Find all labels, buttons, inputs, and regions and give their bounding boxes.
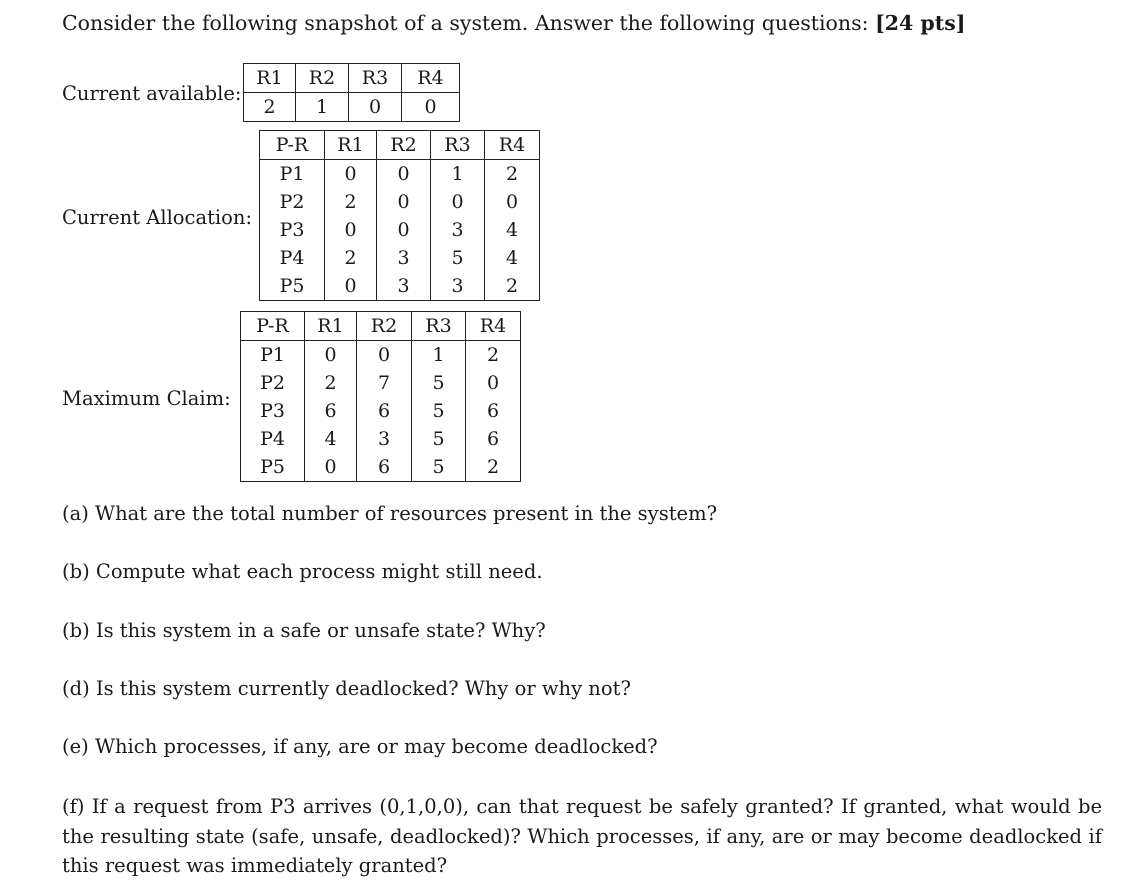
process-cell: P5 [260,272,325,301]
header-cell: R2 [357,312,412,341]
header-cell: R3 [349,64,402,93]
value-cell: 4 [485,244,540,272]
process-cell: P3 [260,216,325,244]
value-cell: 3 [377,244,431,272]
header-cell: R4 [466,312,521,341]
value-cell: 5 [412,425,466,453]
value-cell: 2 [485,272,540,301]
value-cell: 0 [325,216,377,244]
value-cell: 6 [466,425,521,453]
value-cell: 5 [431,244,485,272]
table-row [241,397,521,425]
value-cell: 0 [466,369,521,397]
value-cell: 4 [305,425,357,453]
process-cell: P1 [241,341,305,370]
value-cell: 6 [357,453,412,482]
value-cell: 1 [431,160,485,189]
header-cell: R1 [305,312,357,341]
header-cell: R1 [244,64,296,93]
value-cell: 5 [412,397,466,425]
process-cell: P2 [260,188,325,216]
value-cell: 2 [244,93,296,122]
available-table [243,63,460,122]
value-cell: 0 [357,341,412,370]
maximum-header-row [241,312,521,341]
maximum-table [240,311,521,482]
table-row [260,244,540,272]
table-row [241,369,521,397]
value-cell: 0 [402,93,460,122]
value-cell: 0 [431,188,485,216]
value-cell: 2 [325,188,377,216]
available-header-row [244,64,460,93]
value-cell: 7 [357,369,412,397]
header-cell: R2 [296,64,349,93]
value-cell: 1 [412,341,466,370]
table-row [260,216,540,244]
table-row [241,453,521,482]
value-cell: 4 [485,216,540,244]
value-cell: 0 [377,160,431,189]
value-cell: 0 [305,341,357,370]
table-row [260,188,540,216]
available-label: Current available: [62,82,242,105]
value-cell: 6 [466,397,521,425]
problem-heading [62,11,965,35]
value-cell: 6 [305,397,357,425]
allocation-label: Current Allocation: [62,206,253,229]
table-row [260,160,540,189]
value-cell: 0 [305,453,357,482]
heading-text: Consider the following snapshot of a system. Answer the following questions: [62,11,869,35]
process-cell: P4 [260,244,325,272]
value-cell: 2 [325,244,377,272]
question-e: (e) Which processes, if any, are or may become deadlocked? [62,735,658,758]
value-cell: 0 [485,188,540,216]
header-cell: R4 [402,64,460,93]
allocation-table [259,130,540,301]
header-cell: P-R [260,131,325,160]
value-cell: 5 [412,369,466,397]
maximum-label: Maximum Claim: [62,387,231,410]
header-cell: P-R [241,312,305,341]
value-cell: 1 [296,93,349,122]
question-d: (d) Is this system currently deadlocked? Why or why not? [62,677,631,700]
value-cell: 5 [412,453,466,482]
value-cell: 3 [431,216,485,244]
question-a: (a) What are the total number of resources present in the system? [62,502,718,525]
value-cell: 3 [357,425,412,453]
table-row [241,341,521,370]
value-cell: 6 [357,397,412,425]
value-cell: 2 [305,369,357,397]
process-cell: P2 [241,369,305,397]
value-cell: 0 [377,188,431,216]
header-cell: R2 [377,131,431,160]
allocation-header-row [260,131,540,160]
value-cell: 3 [377,272,431,301]
process-cell: P4 [241,425,305,453]
value-cell: 2 [485,160,540,189]
process-cell: P5 [241,453,305,482]
header-cell: R3 [412,312,466,341]
table-row [241,425,521,453]
value-cell: 2 [466,453,521,482]
table-row [260,272,540,301]
value-cell: 3 [431,272,485,301]
value-cell: 2 [466,341,521,370]
value-cell: 0 [325,160,377,189]
value-cell: 0 [325,272,377,301]
header-cell: R4 [485,131,540,160]
value-cell: 0 [377,216,431,244]
available-value-row [244,93,460,122]
value-cell: 0 [349,93,402,122]
points-value: [24 pts] [875,11,966,35]
question-b-safe: (b) Is this system in a safe or unsafe state? Why? [62,619,546,642]
process-cell: P1 [260,160,325,189]
question-b-need: (b) Compute what each process might still need. [62,560,543,583]
question-f: (f) If a request from P3 arrives (0,1,0,0), can that request be safely granted? If granted, what would be the resulting state (safe, unsafe, deadlocked)? Which processes, if any, are or may become deadlocked if this request was immediately granted? [62,795,1102,877]
header-cell: R1 [325,131,377,160]
header-cell: R3 [431,131,485,160]
process-cell: P3 [241,397,305,425]
